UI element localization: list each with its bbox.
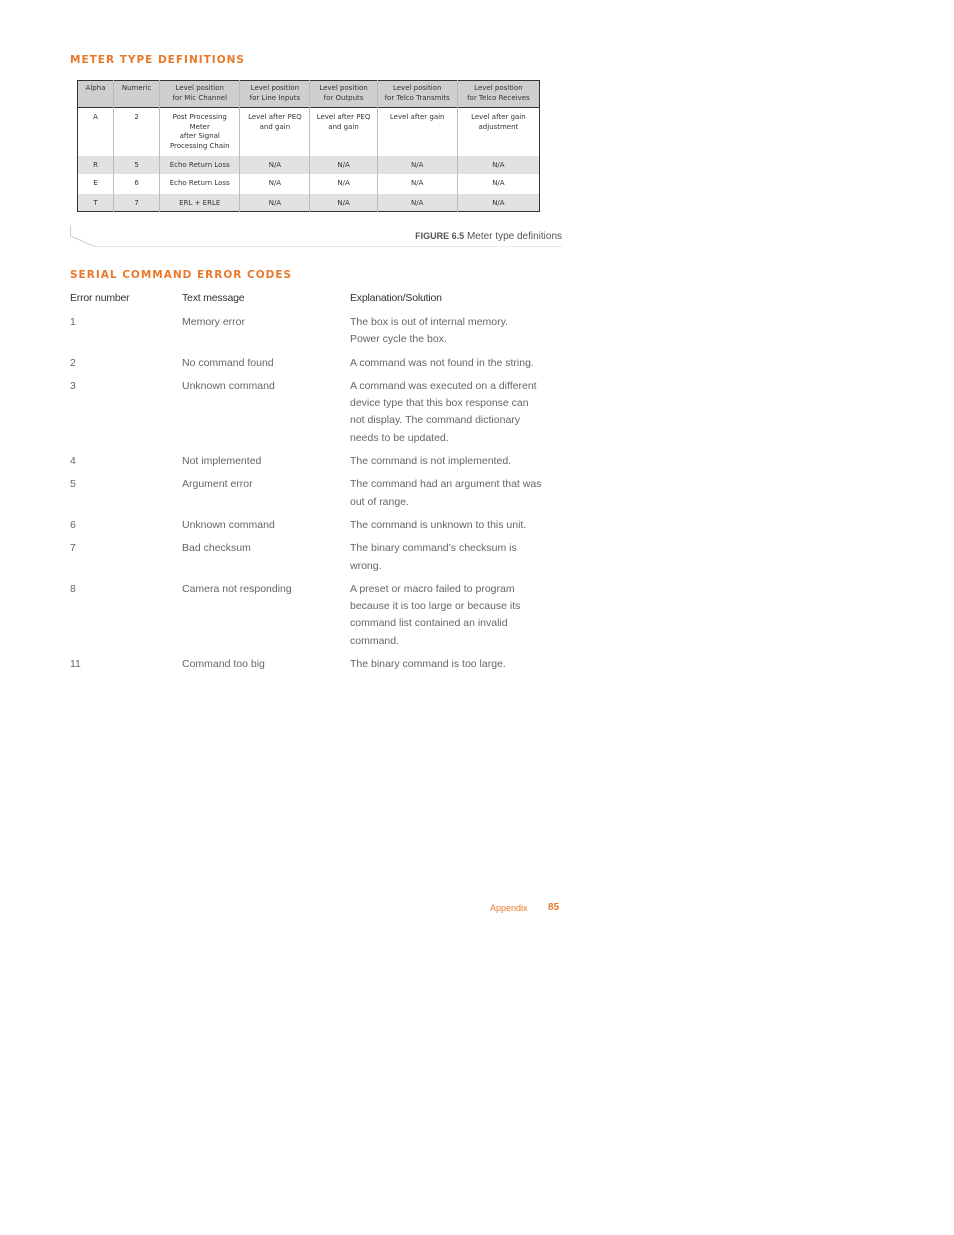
meter-header-text: Level position [319, 84, 368, 92]
meter-table-cell [160, 156, 240, 174]
meter-table-cell [114, 194, 160, 212]
meter-header-text: for Line Inputs [249, 93, 301, 102]
meter-cell-text: Level after gain [389, 113, 445, 121]
error-explanation-line: device type that this box response can [350, 397, 529, 410]
meter-table-cell [240, 174, 310, 194]
meter-cell-text: N/A [411, 198, 424, 207]
error-explanation-line: The box is out of internal memory. [350, 316, 508, 328]
meter-cell-text: Processing Chain [169, 141, 230, 150]
meter-cell-text: and gain [259, 122, 291, 131]
error-explanation-line: Power cycle the box. [350, 333, 447, 346]
meter-table-row [78, 194, 540, 212]
error-code-row [70, 476, 570, 511]
error-explanation-line: out of range. [350, 495, 409, 508]
error-explanation-line: wrong. [350, 559, 382, 572]
meter-table-header-row [78, 81, 540, 108]
figure-caption [415, 231, 562, 242]
error-number: 3 [70, 379, 76, 392]
meter-table-cell [240, 156, 310, 174]
meter-table-cell [78, 194, 114, 212]
meter-table-cell [160, 108, 240, 156]
meter-table-cell [310, 194, 377, 212]
meter-cell-text: A [93, 113, 98, 121]
error-code-row [70, 517, 570, 534]
meter-table-cell [160, 174, 240, 194]
meter-table-header-cell [114, 81, 160, 108]
meter-table-header-cell [240, 81, 310, 108]
meter-cell-text: ERL + ERLE [179, 198, 221, 207]
error-explanation [350, 453, 555, 470]
meter-cell-text: Level after PEQ [316, 113, 371, 121]
figure-caption-text: Meter type definitions [464, 231, 562, 242]
meter-header-text: Level position [175, 84, 224, 92]
meter-cell-text: N/A [268, 198, 282, 207]
meter-table-cell [457, 174, 539, 194]
error-text-message: Camera not responding [182, 582, 292, 595]
meter-table-cell [377, 194, 457, 212]
error-text-message: Bad checksum [182, 542, 251, 555]
error-explanation-line: A command was not found in the string. [350, 356, 534, 369]
error-code-row [70, 540, 570, 575]
meter-header-text: for Outputs [323, 93, 364, 102]
meter-cell-text: Meter [189, 122, 210, 131]
error-explanation-line: The command had an argument that was [350, 478, 542, 491]
meter-table-cell [240, 108, 310, 156]
meter-table-cell [114, 174, 160, 194]
meter-cell-text: 2 [134, 113, 139, 121]
text-message-column-header: Text message [182, 292, 245, 304]
meter-cell-text: N/A [268, 160, 282, 169]
meter-table-row [78, 108, 540, 156]
meter-header-text: Numeric [121, 84, 152, 92]
error-text-message: Unknown command [182, 518, 275, 531]
meter-table-cell [377, 156, 457, 174]
meter-cell-text: Level after PEQ [248, 113, 302, 121]
meter-cell-text: E [93, 178, 98, 187]
error-explanation-line: needs to be updated. [350, 431, 449, 444]
error-text-message: Argument error [182, 478, 253, 491]
error-explanation [350, 355, 555, 372]
error-explanation [350, 378, 555, 447]
meter-table-cell [310, 174, 377, 194]
error-text-message: No command found [182, 356, 274, 369]
error-explanation [350, 656, 555, 673]
meter-cell-text: N/A [492, 178, 505, 187]
meter-header-text: for Telco Transmits [384, 93, 450, 102]
meter-table-cell [457, 194, 539, 212]
figure-label: FIGURE 6.5 [415, 231, 465, 241]
error-number: 8 [70, 582, 76, 595]
error-explanation-line: A preset or macro failed to program [350, 582, 515, 595]
error-explanation-line: The binary command is too large. [350, 658, 506, 671]
meter-table-cell [114, 108, 160, 156]
error-explanation [350, 581, 555, 650]
meter-table-header-cell [78, 81, 114, 108]
error-number: 7 [70, 542, 76, 555]
error-text-message: Memory error [182, 316, 246, 328]
meter-cell-text: after Signal [179, 132, 220, 140]
meter-cell-text: N/A [337, 198, 350, 207]
meter-header-text: for Mic Channel [172, 93, 228, 102]
error-explanation-line: The binary command’s checksum is [350, 542, 517, 555]
meter-header-text: Level position [392, 84, 442, 92]
meter-table-cell [114, 156, 160, 174]
meter-header-text: Alpha [85, 84, 106, 92]
meter-table-row [78, 156, 540, 174]
meter-table-cell [377, 174, 457, 194]
meter-cell-text: N/A [411, 160, 424, 169]
meter-header-text: Level position [474, 84, 523, 92]
meter-table-cell [310, 156, 377, 174]
meter-cell-text: Echo Return Loss [169, 160, 230, 169]
error-number: 1 [70, 316, 76, 328]
meter-cell-text: Level after gain [471, 113, 526, 121]
meter-cell-text: 7 [134, 198, 139, 207]
error-text-message: Not implemented [182, 455, 262, 468]
meter-table-cell [78, 108, 114, 156]
meter-type-definitions-heading: METER TYPE DEFINITIONS [70, 54, 245, 66]
meter-cell-text: and gain [328, 122, 359, 131]
error-text-message: Command too big [182, 658, 265, 671]
meter-table-cell [457, 156, 539, 174]
meter-cell-text: 6 [134, 178, 139, 187]
meter-cell-text: N/A [492, 198, 505, 207]
meter-cell-text: Post Processing [172, 113, 227, 121]
error-code-row [70, 314, 570, 349]
error-code-row [70, 355, 570, 372]
error-codes-list [70, 314, 570, 673]
error-explanation-line: command. [350, 634, 400, 647]
error-number: 5 [70, 478, 76, 491]
error-code-row [70, 581, 570, 650]
error-number: 4 [70, 455, 76, 468]
error-code-row [70, 453, 570, 470]
meter-table-row [78, 174, 540, 194]
meter-table-header-cell [457, 81, 539, 108]
meter-table-cell [240, 194, 310, 212]
meter-table-cell [78, 174, 114, 194]
error-explanation-line: A command was executed on a different [350, 379, 537, 392]
meter-header-text: for Telco Receives [467, 93, 530, 102]
footer-section-label: Appendix [490, 903, 528, 913]
meter-table-cell [160, 194, 240, 212]
error-code-row [70, 656, 570, 673]
meter-table-header-cell [160, 81, 240, 108]
meter-cell-text: R [93, 160, 98, 169]
error-explanation [350, 517, 555, 534]
meter-table-cell [457, 108, 539, 156]
meter-table-header-cell [377, 81, 457, 108]
meter-cell-text: N/A [492, 160, 505, 169]
error-explanation-line: The command is not implemented. [350, 455, 512, 468]
meter-cell-text: N/A [411, 178, 424, 187]
meter-table-cell [377, 108, 457, 156]
meter-cell-text: T [93, 198, 98, 207]
page-number: 85 [548, 902, 560, 913]
meter-cell-text: N/A [337, 160, 350, 169]
explanation-column-header: Explanation/Solution [350, 292, 442, 304]
error-explanation [350, 314, 555, 349]
serial-command-error-codes-heading: SERIAL COMMAND ERROR CODES [70, 269, 293, 281]
error-explanation-line: The command is unknown to this unit. [350, 518, 527, 531]
meter-cell-text: Echo Return Loss [169, 178, 230, 187]
error-text-message: Unknown command [182, 379, 275, 392]
meter-type-table [77, 80, 540, 212]
meter-cell-text: adjustment [478, 122, 519, 131]
error-explanation-line: because it is too large or because its [350, 600, 521, 613]
error-explanation-line: not display. The command dictionary [350, 414, 521, 427]
error-number: 2 [70, 356, 76, 369]
meter-header-text: Level position [250, 84, 300, 92]
meter-table-header-cell [310, 81, 377, 108]
error-explanation [350, 540, 555, 575]
error-number: 6 [70, 518, 76, 531]
error-explanation [350, 476, 555, 511]
meter-table-cell [310, 108, 377, 156]
meter-cell-text: N/A [268, 178, 282, 187]
error-number-column-header: Error number [70, 292, 130, 304]
error-number: 11 [70, 658, 81, 671]
meter-cell-text: N/A [337, 178, 350, 187]
meter-cell-text: 5 [134, 160, 139, 169]
error-explanation-line: command list contained an invalid [350, 617, 508, 630]
error-code-row [70, 378, 570, 447]
meter-table-cell [78, 156, 114, 174]
